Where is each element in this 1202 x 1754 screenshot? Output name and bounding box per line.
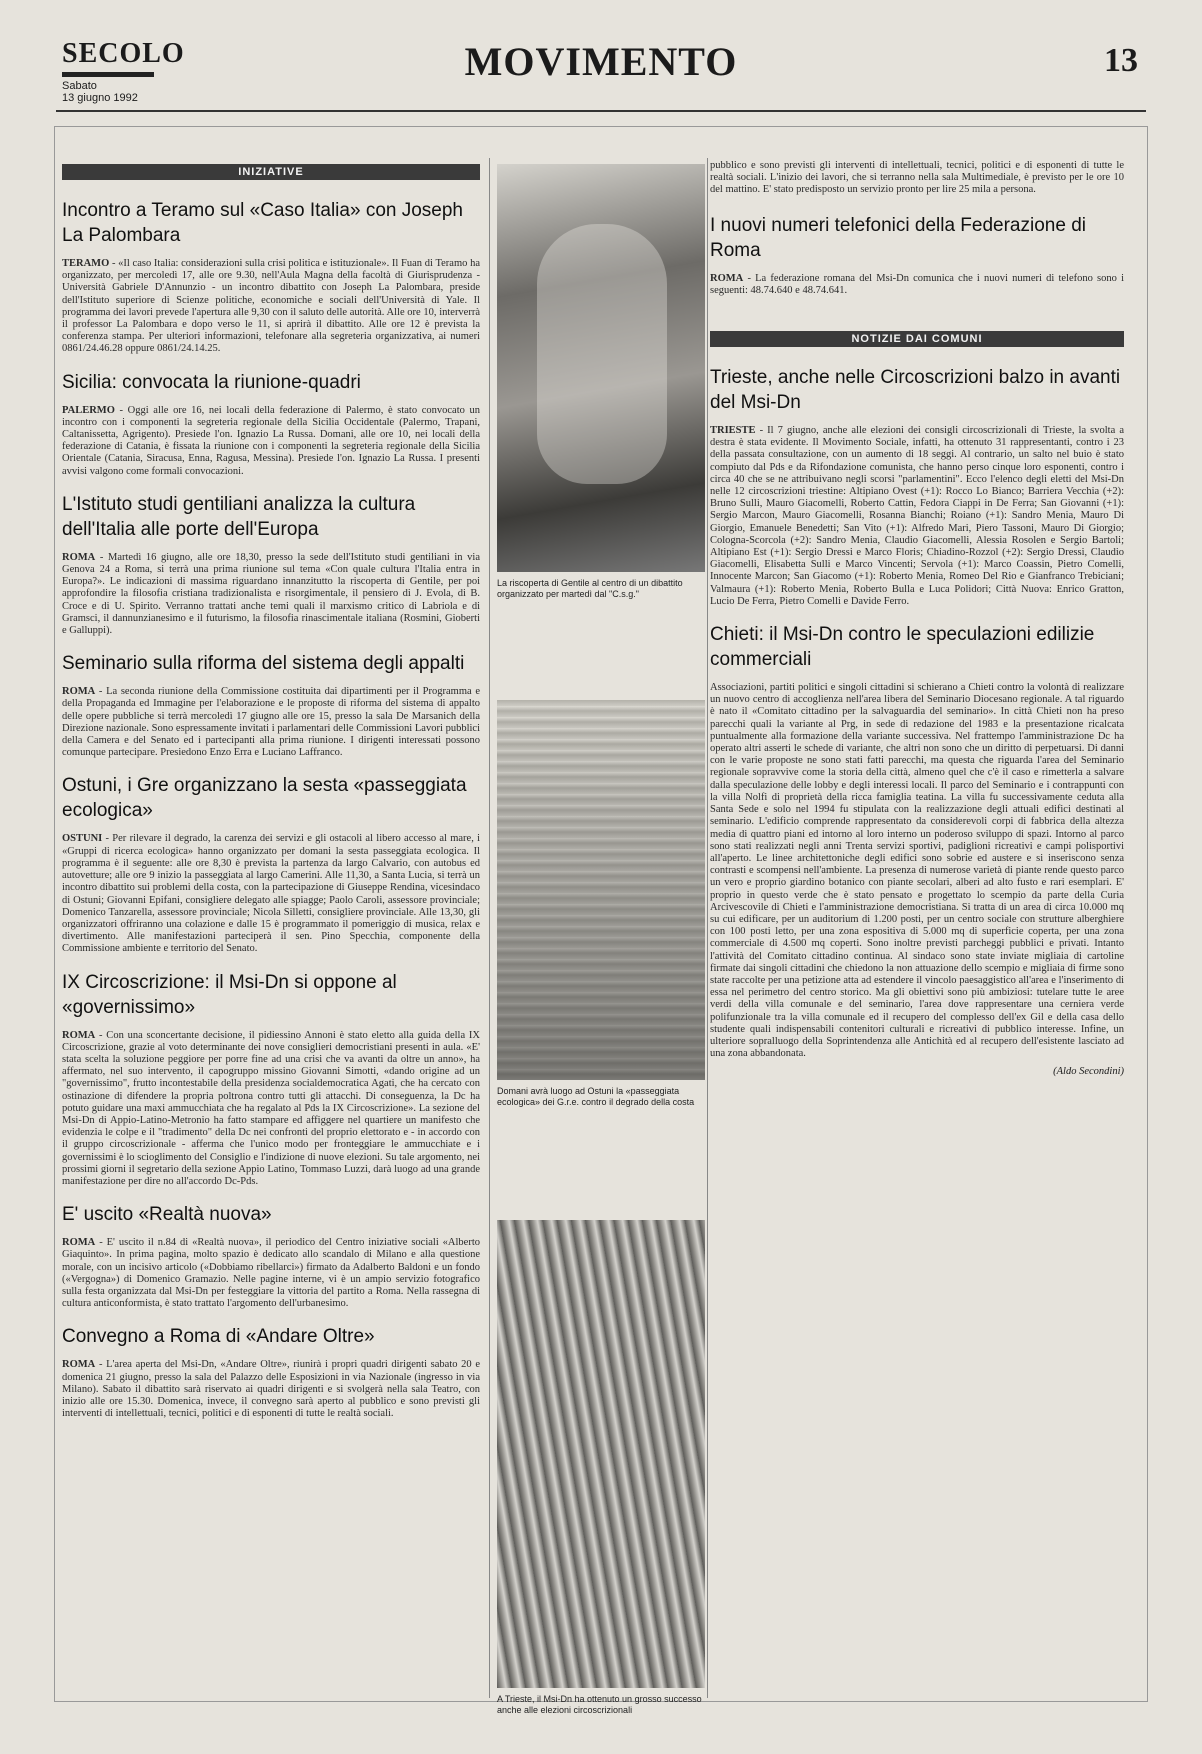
article — [62, 198, 480, 356]
newspaper-logo: SECOLO — [62, 38, 185, 69]
article-body — [710, 682, 1124, 1060]
article-text: - «Il caso Italia: considerazioni sulla crisi politica e istituzionale». Il Fuan di Teramo ha organizzato, per mercoledì 17, alle ore 9.30, nell'Aula Magna della facoltà di Giurisprudenza - Università Gabriele D'Annunzio - un incontro dibattito con Joseph La Palombara, preside dell'Istituto superiore di Scienze politiche, economiche e sociali dell'Università di Yale. Il programma dei lavori prevede l'apertura alle 9,30 con il saluto delle autorità. Alle ore 10, interverrà il professor La Palombara e dopo verso le 11, si aprirà il dibattito. Alle ore 12 è prevista la conferenza stampa. Per ulteriori informazioni, telefonare alla segreteria organizzativa, ai numeri 0861/24.46.28 oppure 0861/24.14.25. — [62, 258, 480, 355]
article-headline: E' uscito «Realtà nuova» — [62, 1204, 272, 1226]
article — [62, 492, 480, 637]
article-text: - Con una sconcertante decisione, il pidiessino Annoni è stato eletto alla guida della IX Circoscrizione, grazie al voto determinante dei nove consiglieri democristiani presenti in aula. «E' stata scelta la soluzione peggiore per porre fine ad una crisi che va avanti da oltre un anno», ha affermato, nel suo intervento, il capogruppo missino Giovanni Simotti, «dando origine ad un "governissimo", frutto incontestabile della presidenza socialdemocratica Agati, che ha cercato con ostinazione di difendere la propria poltrona contro tutti gli attacchi. Di conseguenza, la Dc ha potuto guidare una maxi ammucchiata che ha regalato al Pds la IX Circoscrizione». La sezione del Msi-Dn di Appio-Latino-Metronio ha fatto stampare ed affiggere nel quartiere un manifesto che evidenzia le colpe e il "tradimento" della Dc nei confronti del proprio elettorato e - in accordo con il gruppo circoscrizionale - afferma che l'unico modo per fronteggiare le ammucchiate e i governissimi è lo scioglimento del Consiglio e l'indizione di nuove elezioni. Su tale argomento, nei prossimi giorni il segretario della sezione Appio Latino, Tommaso Luzzi, darà luogo ad una grande manifestazione per dire no all'accordo Dc-Pds. — [62, 1029, 480, 1187]
masthead — [56, 28, 1146, 112]
article-headline: IX Circoscrizione: il Msi-Dn si oppone al «governissimo» — [62, 971, 397, 1018]
article-headline: I nuovi numeri telefonici della Federazione di Roma — [710, 214, 1086, 261]
dateline: ROMA — [710, 272, 744, 284]
article — [710, 213, 1124, 297]
photo-column — [497, 164, 705, 1715]
article-text: - La seconda riunione della Commissione costituita dai dipartimenti per il Programma e della Propaganda ed Immagine per l'elaborazione e le proposte di riforma del sistema di appalto delle opere pubbliche si terrà mercoledì 17 giugno alle ore 15, presso la sala De Marsanich della Direzione nazionale. Sono espressamente invitati i parlamentari delle Commissioni Lavori pubblici della Camera e del Senato ed i partecipanti alla prima riunione. I dirigenti interessati possono comunque partecipare. Presiedono Enzo Erra e Luciano Laffranco. — [62, 686, 480, 759]
article-body — [62, 552, 480, 637]
article-headline: Convegno a Roma di «Andare Oltre» — [62, 1326, 375, 1348]
photo-caption: La riscoperta di Gentile al centro di un dibattito organizzato per martedì dal "C.s.g." — [497, 578, 683, 599]
article-continuation — [710, 160, 1124, 197]
right-column — [710, 160, 1124, 1694]
article-body — [62, 1237, 480, 1310]
article-text: - La federazione romana del Msi-Dn comunica che i nuovi numeri di telefono sono i seguenti: 48.74.640 e 48.74.641. — [710, 272, 1124, 296]
article-headline: L'Istituto studi gentiliani analizza la cultura dell'Italia alle porte dell'Europa — [62, 493, 416, 540]
photo-caption: Domani avrà luogo ad Ostuni la «passeggiata ecologica» dei G.r.e. contro il degrado della costa — [497, 1086, 695, 1107]
article — [710, 365, 1124, 608]
harbor-photo — [497, 1220, 705, 1688]
dateline: ROMA — [62, 1029, 96, 1041]
town-photo — [497, 700, 705, 1080]
article-text: - E' uscito il n.84 di «Realtà nuova», il periodico del Centro iniziative sociali «Alberto Giaquinto». In prima pagina, molto spazio è dedicato allo scandalo di Milano e alla questione morale, con un incisivo articolo («Dobbiamo ribellarci») firmato da Adalberto Baldoni e un fondo («Vergogna») di Domenico Gramazio. Nelle pagine interne, vi è un ampio servizio fotografico sulla festa organizzata dal Msi-Dn per festeggiare la vittoria del partito a Roma. Nella rassegna di cultura anticonformista, è stato trattato l'argomento dell'urbanesimo. — [62, 1237, 481, 1310]
article — [62, 773, 480, 955]
dateline: OSTUNI — [62, 833, 103, 845]
article — [62, 651, 480, 759]
article-headline: Trieste, anche nelle Circoscrizioni balzo in avanti del Msi-Dn — [710, 367, 1121, 414]
article-text: Associazioni, partiti politici e singoli cittadini si schierano a Chieti contro la volontà di realizzare un nuovo centro di accoglienza nell'area libera del Seminario Diocesano regionale. A tal riguardo è nato il «Comitato cittadino per la salvaguardia del seminario». In città Chieti non ha preso parecchi quali la variante al Prg, in sede di redazione del 1983 e la presentazione ricalcata puntualmente alla formazione della variante successiva. Nel frattempo l'amministrazione Dc ha operato altri asserti le schede di variante, che altri non sono che un diritto di perpetuarsi. Di danni con le varie proposte ne sono stati fatti parecchi, ma questa che riguarda l'area del Seminario regionale sopravvive come la storia della città, almeno quel che c'è il caso e rimetterla a salvare dalla speculazione delle lobby e degli interessi locali. Il parco del Seminario e i contrappunti con la villa Nolfi di proprietà della ricca famiglia teatina. La villa fu successivamente ceduta alla Santa Sede e solo nel 1994 fu stipulata con la realizzazione degli attuali edifici destinati al seminario. L'edificio comprende rappresentato da considerevoli corpi di fabbrica della altezza media di quattro piani ed intorno al loro interno un poderoso sviluppo di spazi. Intorno al parco sono stati realizzati negli anni Trenta servizi sportivi, padiglioni ricreativi e campi polisportivi all'aperto. Le linee architettoniche degli edifici sono sobrie ed austere e si inseriscono senza contrasti e scompensi nell'ambiente. La presenza di numerose varietà di piante rende questo parco un vero e proprio giardino botanico con piante secolari, alberi ad alto fusto e rari esemplari. E' proprio in questo verde che è stato pensato e progettato lo scempio da parte della Curia Arcivescovile di Chieti e l'amministrazione democristiana. Si tratta di un area di circa 10.000 mq su cui edificare, per un auditorium di 1.200 posti, per un centro sociale con strutture alberghiere con 100 posti letto, per una zona espositiva di 5.000 mq di superficie coperta, per una zona commerciale di 4.500 mq coperti. Sono inoltre previsti parcheggi pubblici e privati. Intanto l'attività del Comitato cittadino continua. Al sindaco sono state inviate migliaia di cartoline firmate dai singoli cittadini che chiedono la non attuazione dello scempio e migliaia di firme sono state raccolte per una petizione atta ad estendere il vincolo paesaggistico all'area e l'inserimento di essa nel perimetro del centro storico. Ma gli obiettivi sono più ambiziosi: tutelare tutte le aree verdi della villa comunale e del seminario, l'area dove rappresentare una cerniera verde polifunzionale tra la villa comunale ed il recupero del complesso dell'ex Gil e della casa dello studente quali indispensabili contenitori culturali e ricreativi di pubblico interesse. Infine, un ulteriore sopralluogo della Soprintendenza alle Antichità ed al recupero dell'esistente lasciato ad una zona abbandonata. — [710, 682, 1124, 1060]
article-body — [710, 425, 1124, 608]
article-headline: Chieti: il Msi-Dn contro le speculazioni edilizie commerciali — [710, 624, 1095, 671]
article-text: - Oggi alle ore 16, nei locali della federazione di Palermo, è stato convocato un incontro con i componenti la segreteria regionale della Sicilia Occidentale (Palermo, Trapani, Caltanissetta, Agrigento). Presiede l'on. Ignazio La Russa. Domani, alle ore 10, nei locali della federazione di Catania, è fissata la riunione con i componenti la segreteria regionale della Sicilia Orientale (Catania, Siracusa, Enna, Ragusa, Messina). Presiede l'on. Ignazio La Russa. I presenti avvisi valgono come formali convocazioni. — [62, 404, 480, 477]
article-text: - Per rilevare il degrado, la carenza dei servizi e gli ostacoli al libero accesso al mare, i «Gruppi di ricerca ecologica» hanno organizzato per domani la sesta passeggiata ecologica. Il programma è il seguente: alle ore 8,30 è prevista la partenza da largo Calvario, con autobus ed autovetture; alle ore 9 inizio la passeggiata al largo Camerini. Alle 11,30, a Santa Lucia, si terrà un incontro dibattito sui problemi della costa, con la partecipazione di Giuseppe Rendina, vicesindaco di Ostuni; Giovanni Epifani, consigliere delegato alle spiagge; Paolo Caroli, assessore provinciale; Domenico Tanzarella, assessore provinciale; Nicola Silletti, consigliere provinciale. Alle 13,30, gli organizzatori offriranno una colazione e dalle 15 è programmato il pomeriggio di musica, relax e divertimento. Alle manifestazioni parteciperà il sen. Pino Specchia, componente della Commissione ambiente e territorio del Senato. — [62, 833, 481, 955]
page-number: 13 — [1104, 42, 1138, 79]
article-body — [710, 273, 1124, 297]
issue-date: 13 giugno 1992 — [62, 92, 138, 104]
dateline: ROMA — [62, 1237, 96, 1249]
dateline: TERAMO — [62, 258, 110, 269]
article — [62, 1202, 480, 1310]
article-body — [62, 405, 480, 478]
article-text: - L'area aperta del Msi-Dn, «Andare Oltre», riunirà i propri quadri dirigenti sabato 20 e domenica 21 giugno, presso la sala del Palazzo delle Esposizioni in via Nazionale (ingresso in via Milano). Sabato il dibattito sarà riservato ai quadri dirigenti e si svolgerà nella sala Teatro, con inizio alle ore 15.30. Domenica, invece, il convegno sarà aperto al pubblico e sono previsti gli interventi di intellettuali, tecnici, politici e di esponenti di tutte le realtà sociali. — [62, 1359, 480, 1420]
article-byline: (Aldo Secondini) — [1053, 1066, 1124, 1078]
section-bar-iniziative: INIZIATIVE — [62, 164, 480, 180]
article — [62, 1324, 480, 1420]
article-headline: Seminario sulla riforma del sistema degli appalti — [62, 653, 465, 675]
article — [62, 370, 480, 478]
photo-caption: A Trieste, il Msi-Dn ha ottenuto un grosso successo anche alle elezioni circoscrizionali — [497, 1694, 702, 1715]
section-bar-notizie: NOTIZIE DAI COMUNI — [710, 331, 1124, 347]
portrait-face — [537, 224, 667, 484]
column-rule — [707, 158, 708, 1698]
article-text: - Il 7 giugno, anche alle elezioni dei consigli circoscrizionali di Trieste, la svolta a destra è stata evidente. Il Movimento Sociale, infatti, ha ottenuto 31 rappresentanti, contro i 23 della passata consultazione, con un aumento di 18 seggi. Al contrario, un salto nel buio è stato compiuto dal Pds e da Rifondazione comunista, che hanno perso cinque loro esponenti, contro i circa 40 che se ne attribuivano negli scorsi "parlamentini". Ecco l'elenco degli eletti del Msi-Dn nelle 12 circoscrizioni triestine: Altipiano Ovest (+1): Rocco Lo Bianco; Barriera Vecchia (+2): Bruno Sulli, Mauro Giacomelli, Roberto Cattin, Fedora Ciappi in De Ferra; San Giovanni (+1): Sergio Marcon, Mauro Giacomelli, Rosanna Bianchi; Roiano (+1): Sandro Menia, Mauro Di Giorgio, Emanuele Benedetti; San Vito (+1): Alfredo Mari, Piero Tassoni, Mauro Di Giorgio; Cologna-Scorcola (+2): Sandro Menia, Claudio Giacomelli, Alessia Rosolen e Sergio Bartoli; Altipiano Est (+1): Sergio Dressi e Marco Floris; Chiadino-Rozzol (+2): Sergio Dressi, Claudio Giacomelli, Elisabetta Sulli e Marco Vincenti; Servola (+1): Marco Coassin, Pietro Comelli, Innocente Marcon; San Giacomo (+1): Roberto Menia, Romeo Del Rio e Gianfranco Trebiciani; Valmaura (+1): Roberto Menia, Roberto Bulla e Luca Polidori; Città Nuova: Enrico Gratton, Lucio De Ferra, Pietro Comelli e Davide Ferro. — [710, 425, 1124, 607]
article-body — [62, 1030, 480, 1189]
article-body — [62, 686, 480, 759]
dateline: PALERMO — [62, 404, 115, 416]
article-headline: Incontro a Teramo sul «Caso Italia» con Joseph La Palombara — [62, 200, 463, 246]
article — [710, 622, 1124, 1077]
dateline: ROMA — [62, 551, 96, 563]
dateline: TRIESTE — [710, 425, 756, 437]
section-title: MOVIMENTO — [464, 39, 738, 84]
article — [62, 970, 480, 1189]
article-body — [62, 258, 480, 356]
portrait-photo — [497, 164, 705, 572]
continuation-text: pubblico e sono previsti gli interventi di intellettuali, tecnici, politici e di esponenti di tutte le realtà sociali. L'inizio dei lavori, che si terranno nella sala Multimediale, è previsto per le ore 10 del mattino. E' stato predisposto un servizio pronto per lire 25 mila a persona. — [710, 160, 1124, 196]
article-headline: Sicilia: convocata la riunione-quadri — [62, 371, 361, 393]
article-text: - Martedì 16 giugno, alle ore 18,30, presso la sede dell'Istituto studi gentiliani in via Genova 24 a Roma, si terrà una prima riunione sul tema «Con quale cultura l'Italia entra in Europa?». Le indicazioni di massima riguardano innanzitutto la riscoperta di Gentile, per poi approfondire la filosofia cristiana tradizionalista e risorgimentale, il pensiero di J. Evola, di B. Croce e di U. Spirito. Verranno trattati anche temi quali il marxismo critico di Labriola e di Gramsci, il dannunzianesimo e il futurismo, la filosofia rinascimentale italiana (Rosmini, Gioberti e Galluppi). — [62, 551, 480, 637]
left-column — [62, 160, 480, 1694]
column-rule — [489, 158, 490, 1698]
article-headline: Ostuni, i Gre organizzano la sesta «passeggiata ecologica» — [62, 775, 467, 822]
dateline: ROMA — [62, 686, 96, 698]
issue-day: Sabato — [62, 80, 97, 92]
article-body — [62, 1359, 480, 1420]
article-body — [62, 833, 480, 955]
dateline: ROMA — [62, 1359, 96, 1371]
